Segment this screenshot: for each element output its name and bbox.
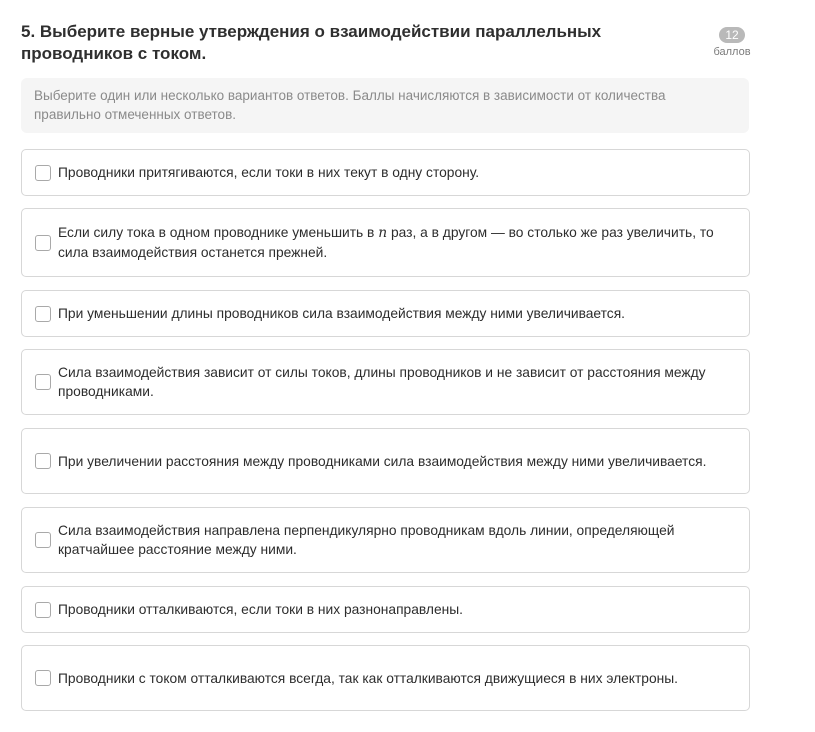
answer-option-2[interactable] (21, 208, 750, 277)
checkbox[interactable] (35, 602, 51, 618)
checkbox[interactable] (35, 670, 51, 686)
question-header (21, 21, 641, 65)
checkbox[interactable] (35, 306, 51, 322)
question-title: 5. Выберите верные утверждения о взаимодействии параллельных проводников с током. (21, 22, 602, 63)
answer-option-text: При увеличении расстояния между проводниками сила взаимодействия между ними увеличивается. (58, 453, 707, 469)
answer-option-6[interactable] (21, 507, 750, 573)
answer-options (21, 149, 750, 711)
answer-hint: Выберите один или несколько вариантов ответов. Баллы начисляются в зависимости от количества правильно отмеченных ответов. (21, 78, 749, 133)
checkbox[interactable] (35, 165, 51, 181)
answer-option-text: При уменьшении длины проводников сила взаимодействия между ними увеличивается. (58, 306, 626, 321)
answer-option-text: Проводники отталкиваются, если токи в них разнонаправлены. (58, 602, 463, 617)
answer-option-text (58, 223, 735, 262)
points-label: баллов (713, 46, 751, 58)
answer-option-text-part: раз, а в другом — во столько же раз увеличить, то сила взаимодействия останется прежней. (58, 225, 714, 260)
answer-option-5[interactable] (21, 428, 750, 494)
answer-option-text: Сила взаимодействия зависит от силы токов, длины проводников и не зависит от расстояния между проводниками. (58, 365, 706, 399)
points-badge: 12 (719, 27, 745, 43)
checkbox[interactable] (35, 235, 51, 251)
checkbox[interactable] (35, 532, 51, 548)
answer-option-text-part: Если силу тока в одном проводнике уменьшить в (58, 225, 379, 240)
answer-option-3[interactable] (21, 290, 750, 337)
answer-option-text: Проводники притягиваются, если токи в них текут в одну сторону. (58, 165, 480, 180)
answer-option-text: Проводники с током отталкиваются всегда, так как отталкиваются движущиеся в них электроны. (58, 670, 679, 686)
answer-option-4[interactable] (21, 349, 750, 415)
answer-option-1[interactable] (21, 149, 750, 196)
math-variable-n: n (378, 225, 388, 241)
answer-option-7[interactable] (21, 586, 750, 633)
checkbox[interactable] (35, 374, 51, 390)
answer-option-8[interactable] (21, 645, 750, 711)
answer-option-text: Сила взаимодействия направлена перпендикулярно проводникам вдоль линии, определяющей кратчайшее расстояние между ними. (58, 523, 675, 557)
points-indicator (706, 26, 758, 58)
checkbox[interactable] (35, 453, 51, 469)
